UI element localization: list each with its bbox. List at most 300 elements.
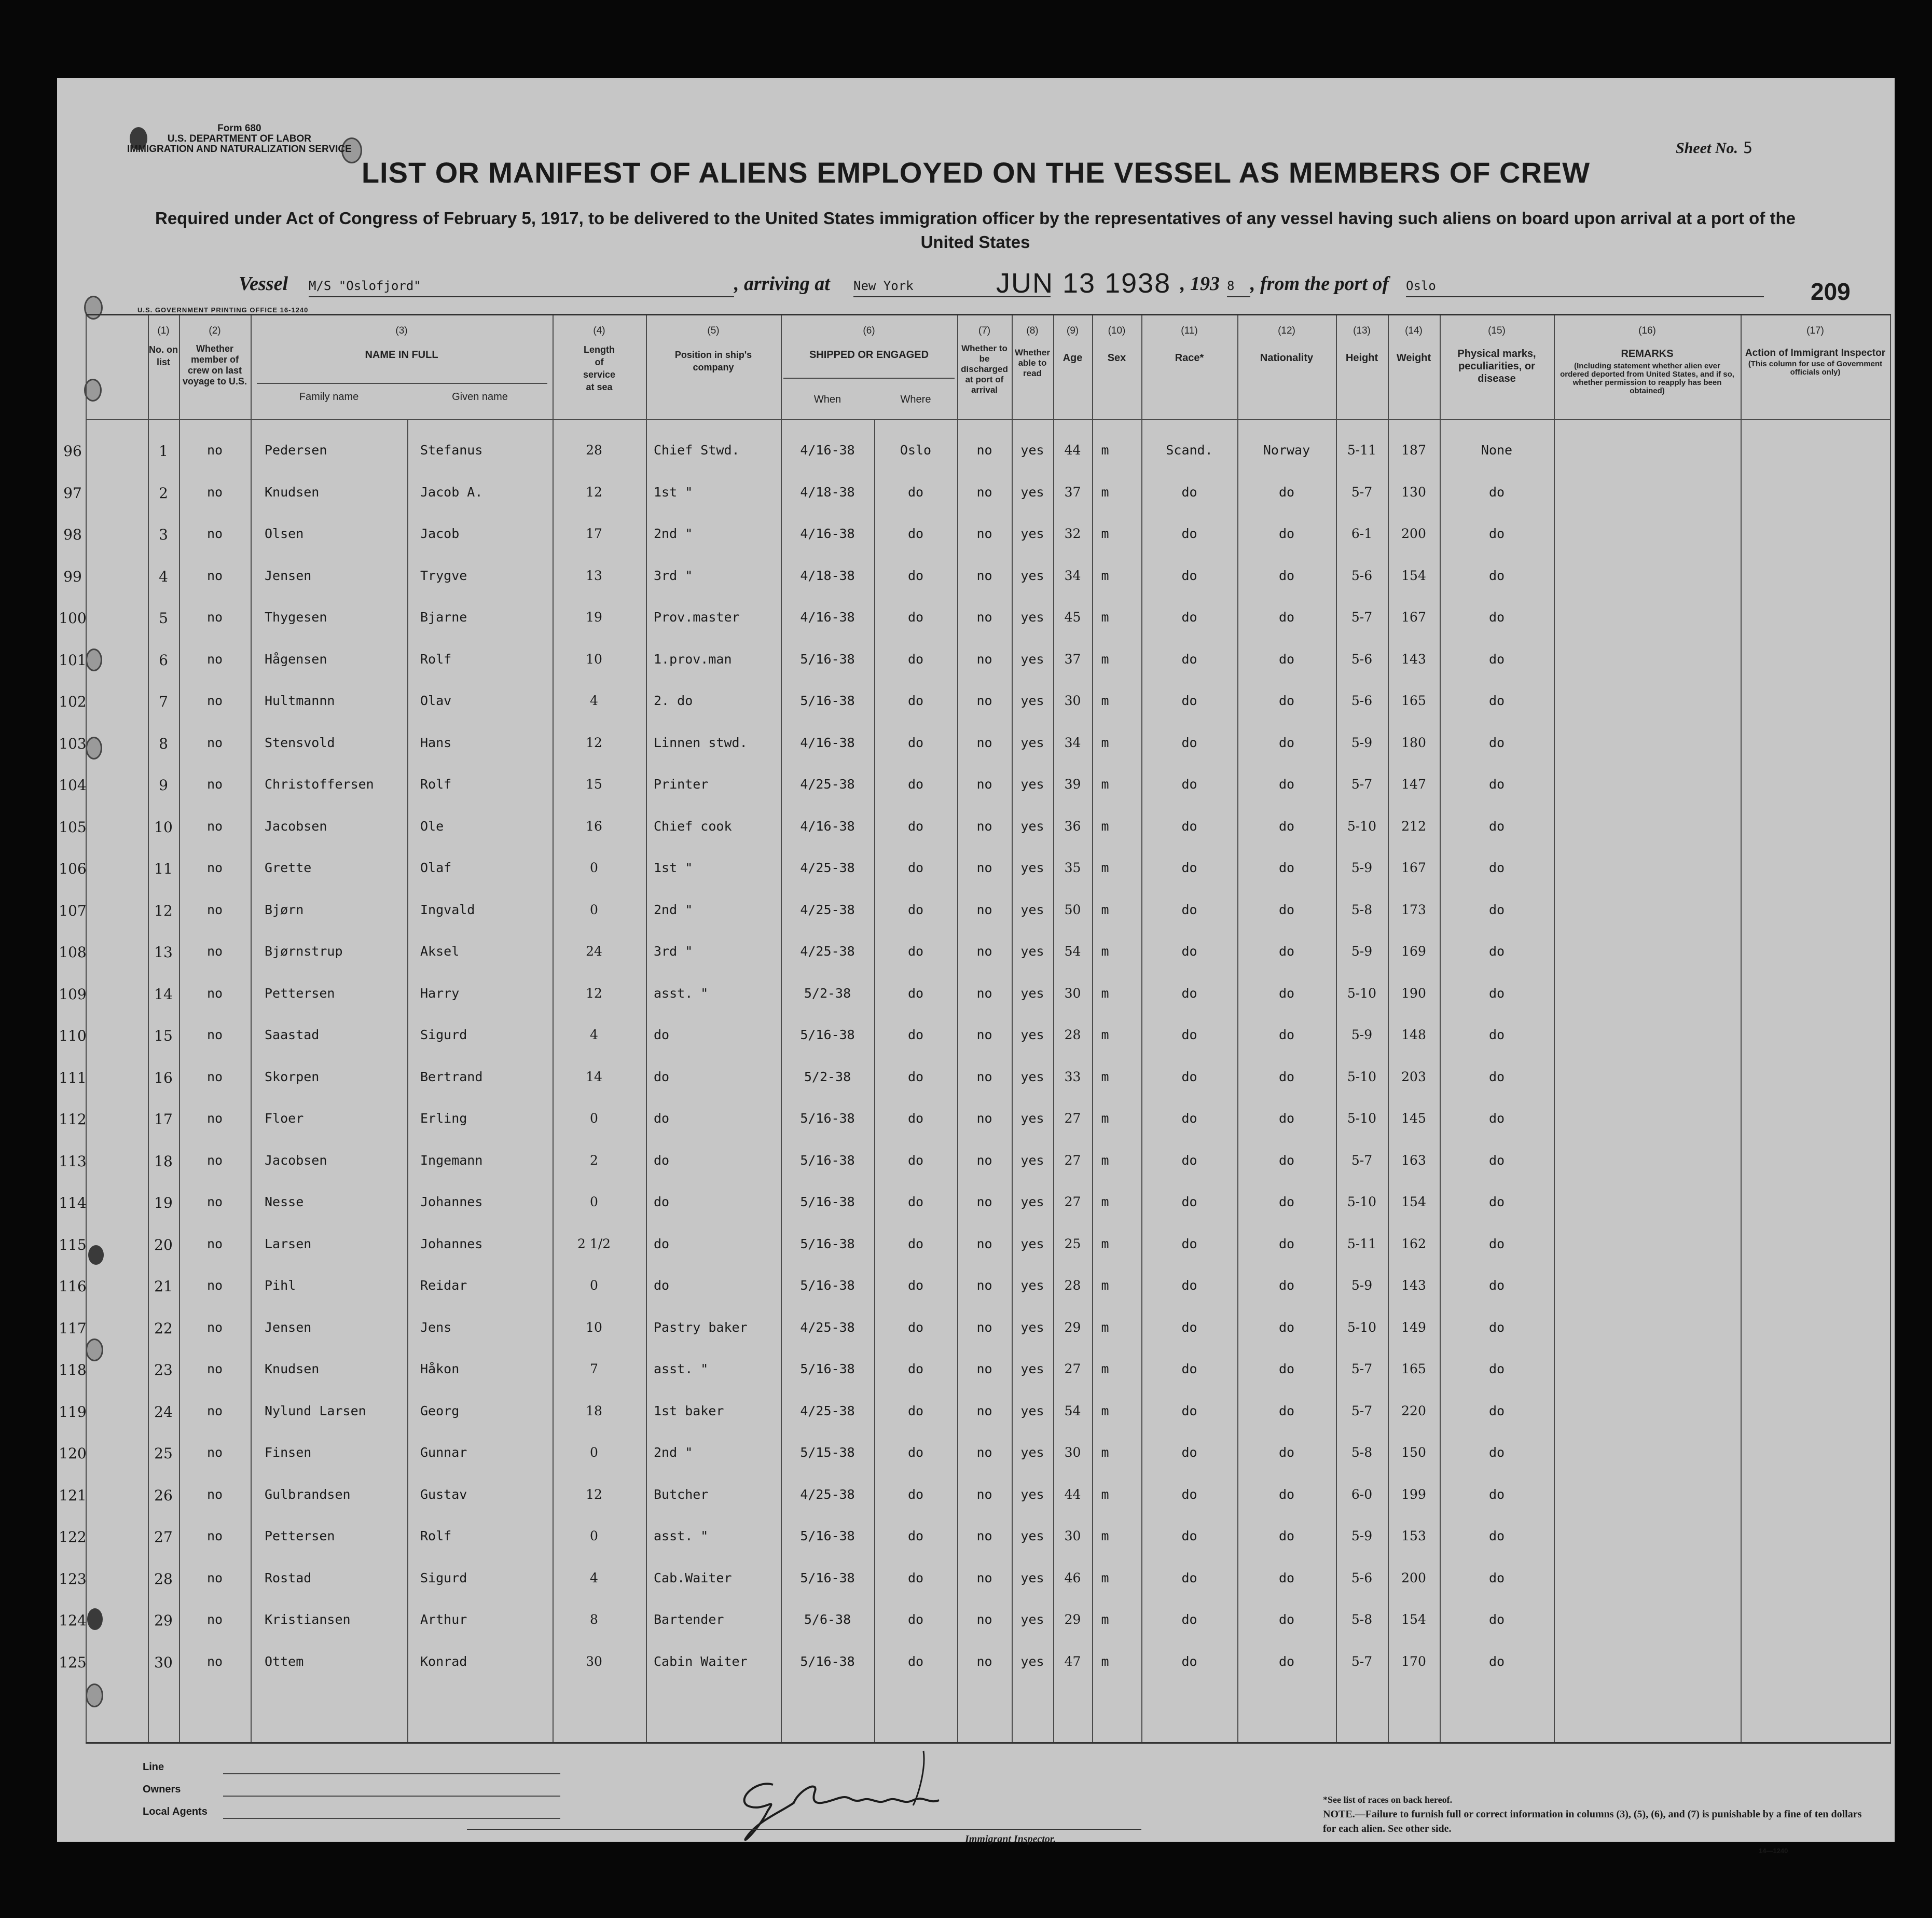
family-name-cell: Rostad (265, 1570, 312, 1585)
last-voyage-cell: no (206, 777, 223, 792)
fine-note: NOTE.—Failure to furnish full or correct information in columns (3), (5), (6), and (7) is punishable by a fine of ten dollars for each alien. See other side. (1323, 1809, 1862, 1834)
last-voyage-cell: no (206, 1152, 223, 1168)
last-voyage-cell: no (206, 1236, 223, 1251)
discharged-cell: no (976, 1111, 992, 1126)
given-name-cell: Olav (420, 693, 452, 708)
col-header-last-voyage: (2) Whether member of crew on last voyage to U.S. (182, 325, 247, 387)
family-name-cell: Ottem (265, 1653, 304, 1669)
position-cell: 1.prov.man (654, 651, 732, 667)
when-cell: 4/25-38 (800, 777, 855, 792)
position-cell: 2. do (654, 693, 693, 708)
stamped-page-number: 209 (1811, 278, 1851, 305)
race-cell: do (1181, 484, 1197, 500)
list-number: 25 (154, 1445, 173, 1462)
nationality-cell: do (1278, 985, 1295, 1001)
marks-cell: do (1488, 735, 1505, 750)
position-cell: Bartender (654, 1612, 724, 1627)
margin-number: 112 (59, 1111, 87, 1128)
read-cell: yes (1020, 860, 1044, 875)
form-identifier: Form 680 U.S. DEPARTMENT OF LABOR IMMIGRATION AND NATURALIZATION SERVICE (127, 123, 352, 155)
family-name-cell: Pedersen (265, 443, 327, 458)
table-row (59, 651, 1891, 669)
table-row (59, 735, 1891, 753)
last-voyage-cell: no (206, 1570, 223, 1585)
height-cell: 5-8 (1351, 1445, 1373, 1460)
arriving-port: New York (853, 272, 1051, 297)
table-row (59, 1570, 1891, 1588)
marks-cell: do (1488, 1570, 1505, 1585)
last-voyage-cell: no (206, 1194, 223, 1209)
service-cell: 0 (590, 1111, 598, 1126)
race-cell: do (1181, 1152, 1197, 1168)
height-cell: 5-7 (1351, 1361, 1373, 1376)
table-row (63, 568, 1891, 586)
height-cell: 5-9 (1351, 1278, 1373, 1293)
service-cell: 28 (586, 443, 602, 458)
where-cell: do (907, 1319, 924, 1335)
sex-cell: m (1101, 484, 1109, 500)
marks-cell: do (1488, 902, 1505, 917)
weight-cell: 167 (1401, 610, 1426, 625)
table-row (59, 610, 1891, 627)
given-name-cell: Håkon (420, 1361, 460, 1376)
nationality-cell: do (1278, 610, 1295, 625)
race-cell: do (1181, 818, 1197, 834)
read-cell: yes (1020, 1194, 1044, 1209)
read-cell: yes (1020, 985, 1044, 1001)
weight-cell: 163 (1401, 1152, 1426, 1168)
table-row (63, 443, 1891, 460)
when-cell: 5/16-38 (800, 651, 855, 667)
discharged-cell: no (976, 1152, 992, 1168)
last-voyage-cell: no (206, 1069, 223, 1084)
family-name-cell: Skorpen (265, 1069, 320, 1084)
vessel-line (239, 268, 1847, 303)
list-number: 15 (154, 1027, 173, 1044)
read-cell: yes (1020, 443, 1044, 458)
where-cell: do (907, 1236, 924, 1251)
discharged-cell: no (976, 1570, 992, 1585)
sex-cell: m (1101, 735, 1109, 750)
where-cell: do (907, 610, 924, 625)
weight-cell: 150 (1401, 1445, 1426, 1460)
when-cell: 4/25-38 (800, 1486, 855, 1502)
margin-number: 125 (59, 1653, 87, 1671)
where-cell: do (907, 568, 924, 583)
race-cell: do (1181, 693, 1197, 708)
position-cell: Pastry baker (654, 1319, 748, 1335)
table-row (63, 484, 1891, 502)
margin-number: 118 (59, 1361, 87, 1378)
position-cell: Chief cook (654, 818, 732, 834)
manifest-sheet (57, 78, 1895, 1855)
table-row (59, 1486, 1891, 1505)
where-cell: do (907, 1194, 924, 1209)
list-number: 8 (159, 735, 168, 752)
col-header-shipped: (6) SHIPPED OR ENGAGED (809, 325, 929, 361)
position-cell: Butcher (654, 1486, 709, 1502)
position-cell: 1st baker (654, 1403, 724, 1418)
discharged-cell: no (976, 1361, 992, 1376)
marks-cell: do (1488, 1486, 1505, 1502)
when-cell: 5/16-38 (800, 1528, 855, 1543)
margin-number: 107 (59, 902, 87, 919)
col-header-sex: (10) Sex (1107, 325, 1126, 364)
age-cell: 29 (1064, 1319, 1081, 1335)
nationality-cell: do (1278, 568, 1295, 583)
race-cell: do (1181, 610, 1197, 625)
height-cell: 5-10 (1347, 818, 1377, 834)
sex-cell: m (1101, 443, 1109, 458)
last-voyage-cell: no (206, 1653, 223, 1669)
race-cell: do (1181, 1236, 1197, 1251)
read-cell: yes (1020, 1236, 1044, 1251)
where-cell: do (907, 1152, 924, 1168)
read-cell: yes (1020, 1319, 1044, 1335)
list-number: 2 (159, 484, 168, 502)
margin-number: 119 (59, 1403, 87, 1420)
nationality-cell: do (1278, 818, 1295, 834)
age-cell: 29 (1064, 1612, 1081, 1627)
age-cell: 27 (1064, 1152, 1081, 1168)
age-cell: 36 (1064, 818, 1081, 834)
last-voyage-cell: no (206, 1361, 223, 1376)
height-cell: 5-9 (1351, 735, 1373, 750)
owners-field (223, 1796, 560, 1797)
age-cell: 30 (1064, 985, 1081, 1001)
weight-cell: 199 (1401, 1486, 1426, 1502)
given-name-cell: Gunnar (420, 1445, 467, 1460)
height-cell: 5-10 (1347, 1319, 1377, 1335)
margin-number: 120 (59, 1445, 87, 1462)
family-name-cell: Larsen (265, 1236, 312, 1251)
discharged-cell: no (976, 1027, 992, 1042)
discharged-cell: no (976, 568, 992, 583)
where-cell: do (907, 651, 924, 667)
table-row (59, 1152, 1891, 1170)
family-name-cell: Christoffersen (265, 777, 374, 792)
read-cell: yes (1020, 944, 1044, 959)
nationality-cell: do (1278, 777, 1295, 792)
vessel-name: M/S "Oslofjord" (309, 272, 734, 297)
nationality-cell: do (1278, 1528, 1295, 1543)
marks-cell: do (1488, 1612, 1505, 1627)
position-cell: do (654, 1152, 670, 1168)
where-cell: do (907, 1027, 924, 1042)
margin-number: 114 (59, 1194, 87, 1211)
when-cell: 5/16-38 (800, 693, 855, 708)
where-cell: Oslo (900, 443, 932, 458)
race-cell: do (1181, 1111, 1197, 1126)
list-number: 7 (159, 693, 168, 710)
when-cell: 5/16-38 (800, 1111, 855, 1126)
marks-cell: do (1488, 860, 1505, 875)
marks-cell: do (1488, 944, 1505, 959)
where-cell: do (907, 1069, 924, 1084)
margin-number: 111 (59, 1069, 87, 1086)
age-cell: 54 (1064, 944, 1081, 959)
marks-cell: do (1488, 1653, 1505, 1669)
margin-number: 124 (59, 1612, 87, 1629)
sex-cell: m (1101, 777, 1109, 792)
height-cell: 5-7 (1351, 777, 1373, 792)
position-cell: asst. " (654, 1528, 709, 1543)
race-cell: do (1181, 1528, 1197, 1543)
col-header-name: (3) NAME IN FULL (365, 325, 438, 361)
position-cell: 2nd " (654, 902, 693, 917)
position-cell: asst. " (654, 985, 709, 1001)
race-cell: do (1181, 1570, 1197, 1585)
family-name-cell: Stensvold (265, 735, 335, 750)
height-cell: 5-9 (1351, 1528, 1373, 1543)
read-cell: yes (1020, 693, 1044, 708)
discharged-cell: no (976, 1069, 992, 1084)
given-name-cell: Hans (420, 735, 452, 750)
last-voyage-cell: no (206, 693, 223, 708)
last-voyage-cell: no (206, 610, 223, 625)
where-cell: do (907, 735, 924, 750)
race-cell: do (1181, 651, 1197, 667)
nationality-cell: do (1278, 1278, 1295, 1293)
where-cell: do (907, 1486, 924, 1502)
table-row (59, 944, 1891, 961)
read-cell: yes (1020, 1069, 1044, 1084)
service-cell: 2 (590, 1152, 598, 1168)
service-cell: 10 (586, 1319, 602, 1335)
arrival-date-stamp: JUN 13 1938 (996, 268, 1171, 299)
service-cell: 4 (590, 1570, 598, 1585)
sex-cell: m (1101, 651, 1109, 667)
given-name-cell: Aksel (420, 944, 460, 959)
given-name-cell: Rolf (420, 777, 452, 792)
height-cell: 6-0 (1351, 1486, 1373, 1502)
table-row (59, 1528, 1891, 1546)
list-number: 27 (154, 1528, 173, 1546)
races-note: *See list of races on back hereof. (1323, 1795, 1453, 1805)
race-cell: do (1181, 1069, 1197, 1084)
age-cell: 30 (1064, 1528, 1081, 1543)
line-label: Line (143, 1761, 164, 1773)
marks-cell: do (1488, 1361, 1505, 1376)
list-number: 26 (154, 1486, 173, 1504)
weight-cell: 203 (1401, 1069, 1426, 1084)
when-cell: 5/2-38 (804, 985, 851, 1001)
height-cell: 5-8 (1351, 902, 1373, 917)
given-name-cell: Ingemann (420, 1152, 483, 1168)
race-cell: do (1181, 1319, 1197, 1335)
service-cell: 2 1/2 (577, 1236, 611, 1251)
marks-cell: do (1488, 610, 1505, 625)
read-cell: yes (1020, 651, 1044, 667)
list-number: 22 (154, 1319, 173, 1337)
page-title: LIST OR MANIFEST OF ALIENS EMPLOYED ON THE VESSEL AS MEMBERS OF CREW (361, 156, 1591, 189)
where-cell: do (907, 1361, 924, 1376)
marks-cell: do (1488, 985, 1505, 1001)
table-row (59, 1111, 1891, 1128)
weight-cell: 154 (1401, 1194, 1426, 1209)
service-cell: 12 (586, 735, 602, 750)
weight-cell: 170 (1401, 1653, 1426, 1669)
crew-table (59, 314, 1891, 1744)
where-cell: do (907, 1445, 924, 1460)
list-number: 6 (159, 651, 168, 669)
table-row (59, 985, 1891, 1003)
last-voyage-cell: no (206, 902, 223, 917)
last-voyage-cell: no (206, 526, 223, 541)
marks-cell: do (1488, 1194, 1505, 1209)
family-name-cell: Floer (265, 1111, 304, 1126)
height-cell: 5-7 (1351, 1653, 1373, 1669)
list-number: 1 (159, 443, 168, 460)
given-name-cell: Sigurd (420, 1570, 467, 1585)
position-cell: Cabin Waiter (654, 1653, 748, 1669)
position-cell: 1st " (654, 484, 693, 500)
discharged-cell: no (976, 1486, 992, 1502)
discharged-cell: no (976, 902, 992, 917)
form-code: 14—1240 (1759, 1847, 1788, 1855)
position-cell: 2nd " (654, 526, 693, 541)
weight-cell: 212 (1401, 818, 1426, 834)
weight-cell: 169 (1401, 944, 1426, 959)
weight-cell: 154 (1401, 1612, 1426, 1627)
sex-cell: m (1101, 860, 1109, 875)
service-cell: 13 (586, 568, 602, 583)
table-row (59, 818, 1891, 836)
nationality-cell: do (1278, 651, 1295, 667)
list-number: 30 (154, 1653, 173, 1671)
read-cell: yes (1020, 1486, 1044, 1502)
service-cell: 4 (590, 693, 598, 708)
height-cell: 5-11 (1347, 1236, 1377, 1251)
arriving-label: , arriving at (734, 273, 830, 295)
sex-cell: m (1101, 610, 1109, 625)
family-name-cell: Pihl (265, 1278, 296, 1293)
printing-office-line: U.S. GOVERNMENT PRINTING OFFICE 16-1240 (137, 306, 309, 314)
family-name-cell: Knudsen (265, 484, 320, 500)
margin-number: 97 (63, 484, 82, 502)
year-label: , 193 (1180, 273, 1220, 295)
sheet-no-value: 5 (1743, 139, 1753, 157)
margin-number: 100 (59, 610, 87, 627)
inspector-label: Immigrant Inspector. (965, 1833, 1056, 1845)
from-port: Oslo (1406, 272, 1764, 297)
discharged-cell: no (976, 1612, 992, 1627)
age-cell: 30 (1064, 1445, 1081, 1460)
height-cell: 5-7 (1351, 1403, 1373, 1418)
height-cell: 5-6 (1351, 1570, 1373, 1585)
last-voyage-cell: no (206, 1403, 223, 1418)
when-cell: 5/16-38 (800, 1570, 855, 1585)
family-name-cell: Jacobsen (265, 818, 327, 834)
sex-cell: m (1101, 693, 1109, 708)
race-cell: Scand. (1166, 443, 1213, 458)
margin-number: 104 (59, 777, 87, 794)
given-name-cell: Ole (420, 818, 444, 834)
col-header-where: Where (900, 394, 931, 405)
marks-cell: do (1488, 1319, 1505, 1335)
service-cell: 19 (586, 610, 602, 625)
when-cell: 4/18-38 (800, 568, 855, 583)
height-cell: 5-10 (1347, 1069, 1377, 1084)
nationality-cell: do (1278, 1027, 1295, 1042)
height-cell: 5-10 (1347, 985, 1377, 1001)
discharged-cell: no (976, 818, 992, 834)
sex-cell: m (1101, 1445, 1109, 1460)
family-name-cell: Nylund Larsen (265, 1403, 366, 1418)
weight-cell: 147 (1401, 777, 1426, 792)
discharged-cell: no (976, 777, 992, 792)
height-cell: 5-10 (1347, 1194, 1377, 1209)
when-cell: 5/16-38 (800, 1152, 855, 1168)
family-name-cell: Hågensen (265, 651, 327, 667)
table-row (63, 526, 1891, 544)
family-name-cell: Gulbrandsen (265, 1486, 351, 1502)
family-name-cell: Bjørn (265, 902, 304, 917)
marks-cell: do (1488, 526, 1505, 541)
race-cell: do (1181, 735, 1197, 750)
when-cell: 4/25-38 (800, 1319, 855, 1335)
list-number: 12 (154, 902, 173, 919)
family-name-cell: Grette (265, 860, 312, 875)
nationality-cell: do (1278, 944, 1295, 959)
where-cell: do (907, 1278, 924, 1293)
family-name-cell: Knudsen (265, 1361, 320, 1376)
nationality-cell: do (1278, 1570, 1295, 1585)
service-cell: 15 (586, 777, 602, 792)
discharged-cell: no (976, 735, 992, 750)
when-cell: 4/25-38 (800, 902, 855, 917)
list-number: 16 (154, 1069, 173, 1086)
margin-number: 110 (59, 1027, 87, 1044)
read-cell: yes (1020, 568, 1044, 583)
read-cell: yes (1020, 1278, 1044, 1293)
footer-notes (1323, 1792, 1868, 1836)
height-cell: 5-6 (1351, 651, 1373, 667)
list-number: 5 (159, 610, 168, 627)
discharged-cell: no (976, 526, 992, 541)
col-header-given-name: Given name (452, 391, 508, 403)
marks-cell: do (1488, 484, 1505, 500)
position-cell: Prov.master (654, 610, 740, 625)
col-header-discharged: (7) Whether to be discharged at port of arrival (961, 325, 1008, 395)
height-cell: 5-10 (1347, 1111, 1377, 1126)
weight-cell: 190 (1401, 985, 1426, 1001)
discharged-cell: no (976, 443, 992, 458)
height-cell: 5-9 (1351, 1027, 1373, 1042)
read-cell: yes (1020, 818, 1044, 834)
read-cell: yes (1020, 1612, 1044, 1627)
service-cell: 0 (590, 1528, 598, 1543)
col-header-position: (5) Position in ship's company (674, 325, 752, 372)
table-row (59, 1278, 1891, 1295)
height-cell: 6-1 (1351, 526, 1373, 541)
race-cell: do (1181, 1278, 1197, 1293)
given-name-cell: Olaf (420, 860, 452, 875)
when-cell: 4/25-38 (800, 1403, 855, 1418)
read-cell: yes (1020, 1027, 1044, 1042)
last-voyage-cell: no (206, 1319, 223, 1335)
service-cell: 12 (586, 985, 602, 1001)
when-cell: 4/18-38 (800, 484, 855, 500)
marks-cell: do (1488, 693, 1505, 708)
margin-number: 117 (59, 1319, 87, 1337)
when-cell: 4/16-38 (800, 610, 855, 625)
service-cell: 16 (586, 818, 602, 834)
age-cell: 54 (1064, 1403, 1081, 1418)
discharged-cell: no (976, 610, 992, 625)
discharged-cell: no (976, 1528, 992, 1543)
service-cell: 7 (590, 1361, 598, 1376)
